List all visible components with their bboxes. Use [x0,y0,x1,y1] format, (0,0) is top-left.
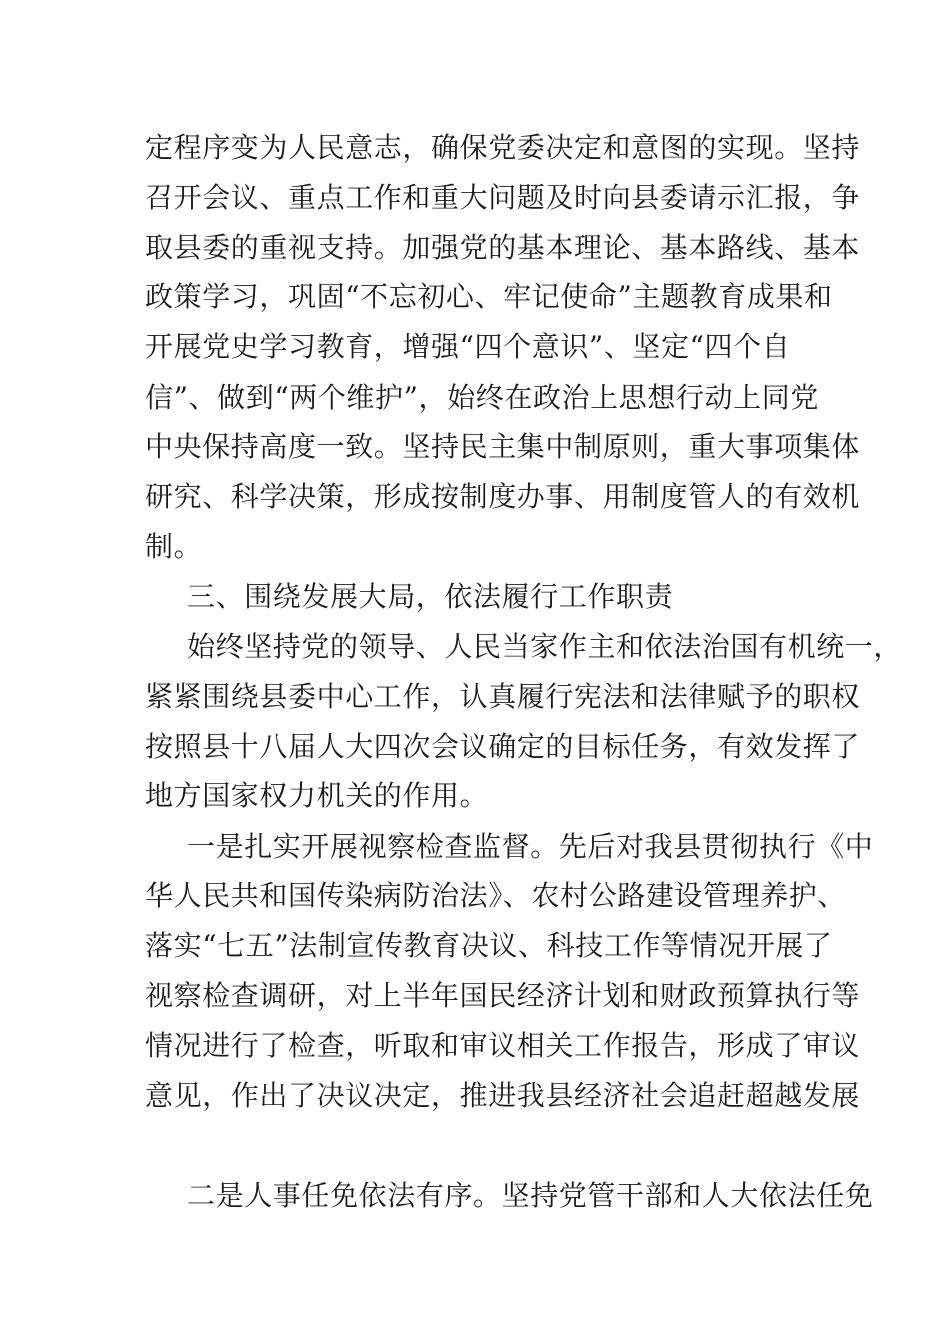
text-line: 制。 [145,530,203,563]
text-line: 中央保持高度一致。坚持民主集中制原则，重大事项集体 [145,430,861,463]
text-line: 开展党史学习教育，增强“四个意识”、坚定“四个自 [145,330,791,363]
section-heading: 三、围绕发展大局，依法履行工作职责 [187,580,674,613]
text-line: 研究、科学决策，形成按制度办事、用制度管人的有效机 [145,480,861,513]
text-line: 按照县十八届人大四次会议确定的目标任务，有效发挥了 [145,730,861,763]
text-line: 意见，作出了决议决定，推进我县经济社会追赶超越发展 [145,1079,861,1112]
text-line: 落实“七五”法制宣传教育决议、科技工作等情况开展了 [145,929,833,962]
text-line: 二是人事任免依法有序。坚持党管干部和人大依法任免 [187,1179,874,1212]
text-line: 始终坚持党的领导、人民当家作主和依法治国有机统一， [187,630,903,663]
text-line: 地方国家权力机关的作用。 [145,779,489,812]
text-line: 视察检查调研，对上半年国民经济计划和财政预算执行等 [145,979,861,1012]
text-line: 取县委的重视支持。加强党的基本理论、基本路线、基本 [145,231,861,264]
text-line: 政策学习，巩固“不忘初心、牢记使命”主题教育成果和 [145,280,833,313]
text-line: 紧紧围绕县委中心工作，认真履行宪法和法律赋予的职权 [145,680,861,713]
text-line: 定程序变为人民意志，确保党委决定和意图的实现。坚持 [145,131,861,164]
text-line: 华人民共和国传染病防治法》、农村公路建设管理养护、 [145,879,847,912]
text-line: 情况进行了检查，听取和审议相关工作报告，形成了审议 [145,1029,861,1062]
text-line: 一是扎实开展视察检查监督。先后对我县贯彻执行《中 [187,830,874,863]
text-line: 信”、做到“两个维护”，始终在政治上思想行动上同党 [145,381,819,414]
text-line: 召开会议、重点工作和重大问题及时向县委请示汇报，争 [145,181,861,214]
